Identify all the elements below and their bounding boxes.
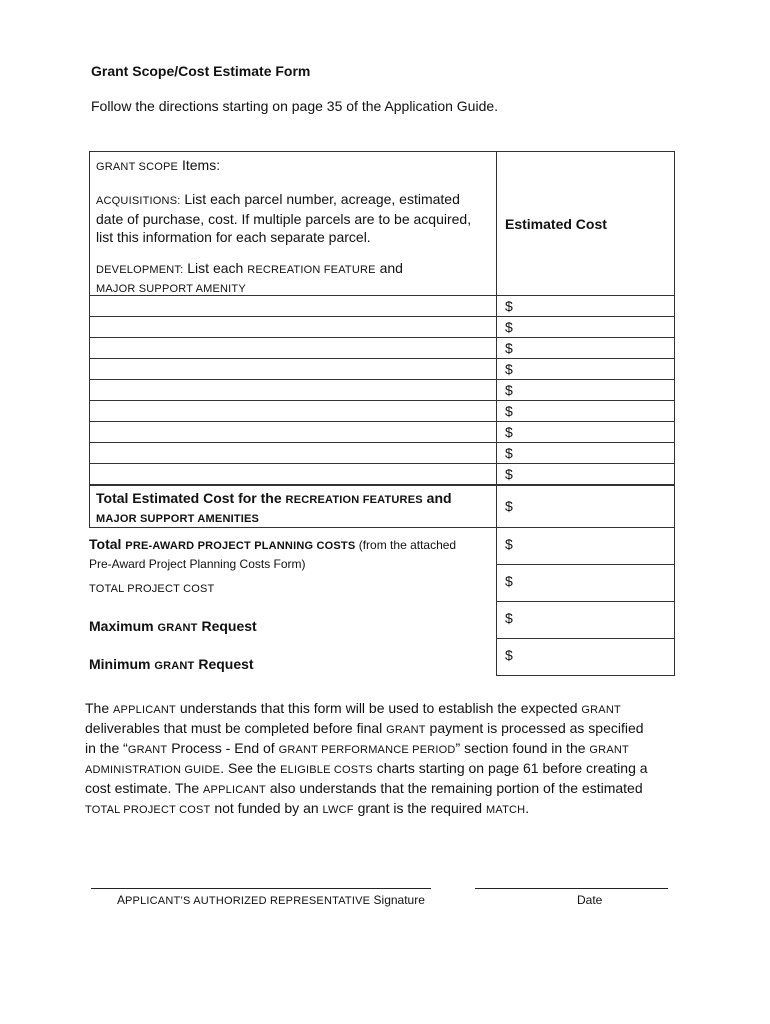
dollar-sign: $ [505,610,513,626]
dollar-sign: $ [505,340,513,356]
statement-text: Process - End of [167,740,279,756]
preaward-form-ref: Pre-Award Project Planning Costs Form) [89,557,306,571]
acquisitions-label: ACQUISITIONS: [96,195,181,207]
statement-term: LWCF [322,804,354,816]
preaward-term: PRE-AWARD PROJECT PLANNING COSTS [125,540,356,552]
scope-items-header [89,151,497,296]
item-cost-field[interactable] [496,295,675,317]
maximum-grant-field[interactable] [496,601,675,639]
grant-term: GRANT [154,660,195,672]
total-features-text: Total Estimated Cost for the [96,490,286,506]
statement-text: . See the [220,760,281,776]
support-amenities-term: MAJOR SUPPORT AMENITIES [96,513,260,525]
item-cost-field[interactable] [496,358,675,380]
dollar-sign: $ [505,536,513,552]
statement-text: not funded by an [210,800,323,816]
statement-term: GRANT ADMINISTRATION GUIDE [85,744,629,776]
item-description-field[interactable] [89,379,497,401]
signature-line[interactable] [91,888,431,889]
statement-term: ELIGIBLE COSTS [280,764,373,776]
date-line[interactable] [475,888,668,889]
request-text: Request [194,656,254,672]
maximum-grant-label [89,618,489,634]
item-description-field[interactable] [89,463,497,485]
dollar-sign: $ [505,647,513,663]
development-text: List each [183,260,248,276]
form-title: Grant Scope/Cost Estimate Form [91,63,311,79]
statement-text: understands that this form will be used to establish the expected [175,700,582,716]
development-label: DEVELOPMENT: [96,264,184,276]
signature-label-initial: A [117,893,126,907]
statement-term: APPLICANT [113,704,176,716]
preaward-note: (from the attached [355,538,457,552]
dollar-sign: $ [505,498,513,514]
statement-text: The [85,700,114,716]
total-project-cost-label: TOTAL PROJECT COST [89,583,215,595]
total-features-cost-field[interactable] [496,485,675,528]
total-features-label [89,485,497,528]
development-text-and: and [375,260,403,276]
item-description-field[interactable] [89,337,497,359]
recreation-feature-term: RECREATION FEATURE [247,264,376,276]
item-cost-field[interactable] [496,400,675,422]
acquisitions-text: List each parcel number, acreage, estimated date of purchase, cost. If multiple parcels are to be acquired, list this information for each separate parcel. [96,191,472,245]
applicant-statement [85,699,655,819]
item-description-field[interactable] [89,421,497,443]
statement-text: ” section found in the [455,740,590,756]
dollar-sign: $ [505,382,513,398]
dollar-sign: $ [505,466,513,482]
item-description-field[interactable] [89,295,497,317]
minimum-grant-label [89,656,489,672]
signature-label-rest: Signature [370,893,425,907]
date-label: Date [577,893,603,907]
statement-text: also understands that the remaining portion of the estimated [265,780,643,796]
item-cost-field[interactable] [496,316,675,338]
item-description-field[interactable] [89,316,497,338]
total-features-and: and [422,490,452,506]
estimated-cost-header [496,151,675,296]
statement-text: charts starting on page 61 before creating a cost estimate. The [85,760,648,796]
item-description-field[interactable] [89,442,497,464]
preaward-total: Total [89,536,126,552]
preaward-costs-label [89,536,489,573]
dollar-sign: $ [505,298,513,314]
maximum-text: Maximum [89,618,158,634]
statement-term: MATCH [485,804,526,816]
minimum-text: Minimum [89,656,155,672]
request-text: Request [197,618,257,634]
signature-label [117,893,425,907]
item-cost-field[interactable] [496,442,675,464]
dollar-sign: $ [505,573,513,589]
total-project-cost-field[interactable] [496,564,675,602]
dollar-sign: $ [505,361,513,377]
statement-term: GRANT [581,704,621,716]
item-description-field[interactable] [89,358,497,380]
item-cost-field[interactable] [496,337,675,359]
dollar-sign: $ [505,424,513,440]
form-subtitle: Follow the directions starting on page 35 of the Application Guide. [91,98,499,114]
dollar-sign: $ [505,403,513,419]
support-amenity-term: MAJOR SUPPORT AMENITY [96,283,246,295]
item-description-field[interactable] [89,400,497,422]
signature-label-term: PPLICANT’S AUTHORIZED REPRESENTATIVE [125,895,371,907]
grant-term: GRANT [157,622,198,634]
scope-label-rest: Items: [178,157,221,173]
scope-label: GRANT SCOPE [96,161,179,173]
dollar-sign: $ [505,319,513,335]
statement-text: payment is processed as specified in the “ [85,720,644,756]
statement-term: APPLICANT [203,784,266,796]
item-cost-field[interactable] [496,379,675,401]
statement-term: GRANT [386,724,426,736]
recreation-features-term: RECREATION FEATURES [285,494,423,506]
statement-text: grant is the required [353,800,486,816]
preaward-cost-field[interactable] [496,527,675,565]
item-cost-field[interactable] [496,463,675,485]
estimated-cost-label: Estimated Cost [505,216,607,232]
item-cost-field[interactable] [496,421,675,443]
minimum-grant-field[interactable] [496,638,675,676]
dollar-sign: $ [505,445,513,461]
statement-text: . [525,800,530,816]
statement-term: GRANT PERFORMANCE PERIOD [278,744,456,756]
statement-term: TOTAL PROJECT COST [85,804,211,816]
statement-text: deliverables that must be completed before final [85,720,387,736]
statement-term: GRANT [127,744,168,756]
